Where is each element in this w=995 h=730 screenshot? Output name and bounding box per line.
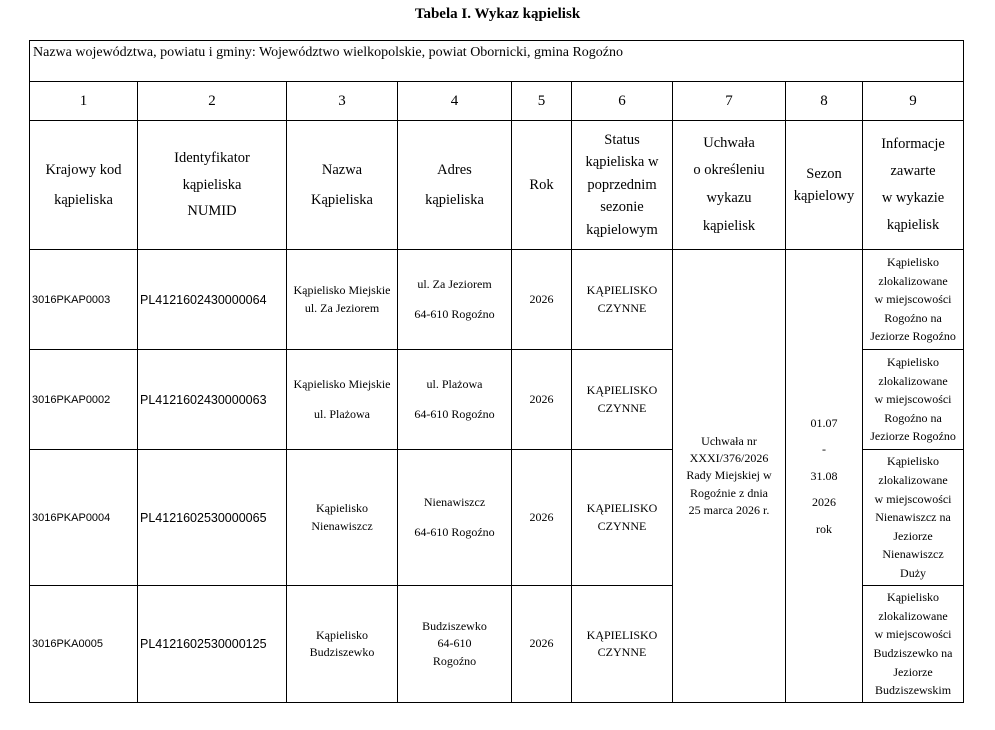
region-row bbox=[30, 41, 964, 82]
cell-line: 64-610 Rogoźno bbox=[414, 406, 495, 421]
cell-line: 64-610 bbox=[437, 636, 472, 651]
cell-line: Budziszewko bbox=[422, 618, 487, 633]
table-row bbox=[30, 250, 964, 350]
header-line: Kąpieliska bbox=[310, 192, 373, 208]
name-cell bbox=[287, 586, 398, 703]
cell-line: Jeziorze Rogoźno bbox=[870, 329, 956, 344]
header-status bbox=[572, 121, 673, 250]
header-line: sezonie bbox=[600, 199, 644, 216]
header-line: kąpieliska bbox=[54, 192, 113, 208]
header-name bbox=[287, 121, 398, 250]
header-line: Identyfikator bbox=[174, 149, 250, 166]
cell-line: Rogoźno bbox=[432, 653, 477, 668]
cell-line: - bbox=[822, 442, 826, 457]
cell-line: w miejscowości bbox=[874, 627, 952, 642]
address-cell bbox=[398, 450, 512, 586]
header-line: Status bbox=[604, 131, 640, 148]
header-line: zawarte bbox=[890, 163, 936, 180]
cell-line: Uchwała nr bbox=[701, 433, 757, 448]
header-line: Adres bbox=[437, 161, 472, 178]
header-info bbox=[863, 121, 964, 250]
column-number: 1 bbox=[30, 82, 138, 121]
header-line: Krajowy kod bbox=[45, 161, 122, 178]
year-cell: 2026 bbox=[512, 450, 572, 586]
cell-line: Nienawiszcz na bbox=[875, 510, 951, 525]
cell-line: KĄPIELISKO bbox=[586, 283, 658, 298]
column-number: 3 bbox=[287, 82, 398, 121]
address-cell bbox=[398, 350, 512, 450]
cell-line: ul. Za Jeziorem bbox=[417, 277, 492, 292]
cell-line: Kąpielisko bbox=[887, 454, 940, 469]
numid-cell: PL4121602530000125 bbox=[138, 586, 287, 703]
header-resolution bbox=[673, 121, 786, 250]
cell-line: w miejscowości bbox=[874, 392, 952, 407]
status-cell bbox=[572, 250, 673, 350]
header-line: kąpielisk bbox=[702, 217, 756, 234]
header-line: kąpieliska w bbox=[585, 154, 659, 171]
national-code-cell: 3016PKAP0004 bbox=[30, 450, 138, 586]
cell-line: Rady Miejskiej w bbox=[686, 468, 772, 483]
header-line: w wykazie bbox=[881, 190, 945, 206]
column-number: 7 bbox=[673, 82, 786, 121]
national-code-cell: 3016PKAP0002 bbox=[30, 350, 138, 450]
header-line: poprzednim bbox=[587, 176, 657, 193]
column-number: 8 bbox=[786, 82, 863, 121]
cell-line: Kąpielisko bbox=[887, 590, 940, 605]
header-line: Sezon bbox=[806, 165, 842, 182]
cell-line: CZYNNE bbox=[597, 518, 647, 533]
year-cell: 2026 bbox=[512, 586, 572, 703]
table-title: Tabela I. Wykaz kąpielisk bbox=[414, 6, 581, 22]
cell-line: rok bbox=[816, 521, 832, 536]
status-cell bbox=[572, 586, 673, 703]
cell-line: Kąpielisko bbox=[887, 255, 940, 270]
cell-line: Budziszewskim bbox=[875, 683, 952, 698]
cell-line: Duży bbox=[900, 565, 927, 580]
bathing-sites-table bbox=[29, 40, 964, 703]
cell-line: Rogoźnie z dnia bbox=[690, 485, 768, 500]
cell-line: 01.07 bbox=[810, 416, 838, 431]
region-cell: Nazwa województwa, powiatu i gminy: Województwo wielkopolskie, powiat Obornicki, gmina Rogoźno bbox=[30, 41, 964, 82]
info-cell bbox=[863, 250, 964, 350]
cell-line: Kąpielisko bbox=[316, 627, 368, 642]
cell-line: Nienawiszcz bbox=[311, 518, 373, 533]
header-line: kąpielowym bbox=[586, 221, 658, 238]
cell-line: 64-610 Rogoźno bbox=[414, 524, 495, 539]
cell-line: zlokalizowane bbox=[878, 273, 948, 288]
cell-line: KĄPIELISKO bbox=[586, 627, 658, 642]
cell-line: Kąpielisko Miejskie bbox=[293, 283, 391, 298]
header-line: NUMID bbox=[187, 203, 237, 220]
column-number: 6 bbox=[572, 82, 673, 121]
cell-line: Kąpielisko bbox=[887, 355, 940, 370]
cell-line: ul. Plażowa bbox=[314, 406, 370, 421]
cell-line: CZYNNE bbox=[597, 400, 647, 415]
cell-line: Nienawiszcz bbox=[882, 547, 944, 562]
cell-line: Jeziorze bbox=[893, 664, 933, 679]
numid-cell: PL4121602530000065 bbox=[138, 450, 287, 586]
header-address bbox=[398, 121, 512, 250]
cell-line: zlokalizowane bbox=[878, 473, 948, 488]
numid-cell: PL4121602430000064 bbox=[138, 250, 287, 350]
header-line: kąpielowy bbox=[793, 188, 855, 204]
column-number: 2 bbox=[138, 82, 287, 121]
cell-line: Rogoźno na bbox=[884, 410, 942, 425]
name-cell bbox=[287, 250, 398, 350]
column-number: 5 bbox=[512, 82, 572, 121]
cell-line: KĄPIELISKO bbox=[586, 501, 658, 516]
cell-line: CZYNNE bbox=[597, 300, 647, 315]
cell-line: zlokalizowane bbox=[878, 373, 948, 388]
cell-line: Nienawiszcz bbox=[423, 495, 486, 510]
header-line: Nazwa bbox=[321, 161, 363, 178]
cell-line: Jeziorze Rogoźno bbox=[870, 429, 956, 444]
cell-line: Budziszewko na bbox=[873, 646, 953, 660]
column-number: 9 bbox=[863, 82, 964, 121]
header-season bbox=[786, 121, 863, 250]
cell-line: CZYNNE bbox=[597, 645, 647, 659]
cell-line: 31.08 bbox=[810, 468, 838, 483]
cell-line: w miejscowości bbox=[874, 292, 952, 307]
cell-line: zlokalizowane bbox=[878, 608, 948, 623]
info-cell bbox=[863, 450, 964, 586]
cell-line: w miejscowości bbox=[874, 491, 952, 506]
column-number: 4 bbox=[398, 82, 512, 121]
header-line: Informacje bbox=[881, 136, 945, 153]
header-line: o określeniu bbox=[693, 162, 765, 179]
name-cell bbox=[287, 450, 398, 586]
cell-line: Jeziorze bbox=[893, 528, 933, 543]
national-code-cell: 3016PKA0005 bbox=[30, 586, 138, 703]
header-line: kąpielisk bbox=[886, 216, 940, 233]
header-line: Uchwała bbox=[703, 134, 755, 151]
cell-line: Kąpielisko Miejskie bbox=[293, 377, 391, 392]
resolution-cell bbox=[673, 250, 786, 703]
name-cell bbox=[287, 350, 398, 450]
cell-line: KĄPIELISKO bbox=[586, 383, 658, 398]
numid-cell: PL4121602430000063 bbox=[138, 350, 287, 450]
cell-line: Rogoźno na bbox=[884, 310, 942, 325]
cell-line: 64-610 Rogoźno bbox=[414, 306, 495, 321]
header-numid bbox=[138, 121, 287, 250]
address-cell bbox=[398, 250, 512, 350]
year-cell: 2026 bbox=[512, 350, 572, 450]
status-cell bbox=[572, 450, 673, 586]
cell-line: 2026 bbox=[812, 495, 836, 510]
column-number-row bbox=[30, 82, 964, 121]
info-cell bbox=[863, 586, 964, 703]
header-year: Rok bbox=[512, 121, 572, 250]
header-line: wykazu bbox=[706, 190, 752, 206]
cell-line: Kąpielisko bbox=[316, 501, 368, 516]
cell-line: XXXI/376/2026 bbox=[689, 450, 769, 465]
national-code-cell: 3016PKAP0003 bbox=[30, 250, 138, 350]
address-cell bbox=[398, 586, 512, 703]
cell-line: ul. Za Jeziorem bbox=[304, 300, 380, 315]
header-row bbox=[30, 121, 964, 250]
cell-line: Budziszewko bbox=[309, 645, 375, 659]
season-cell bbox=[786, 250, 863, 703]
cell-line: ul. Plażowa bbox=[426, 377, 483, 392]
year-cell: 2026 bbox=[512, 250, 572, 350]
header-line: kąpieliska bbox=[182, 176, 242, 193]
header-line: kąpieliska bbox=[425, 192, 484, 208]
info-cell bbox=[863, 350, 964, 450]
cell-line: 25 marca 2026 r. bbox=[688, 503, 770, 518]
header-national-code bbox=[30, 121, 138, 250]
status-cell bbox=[572, 350, 673, 450]
